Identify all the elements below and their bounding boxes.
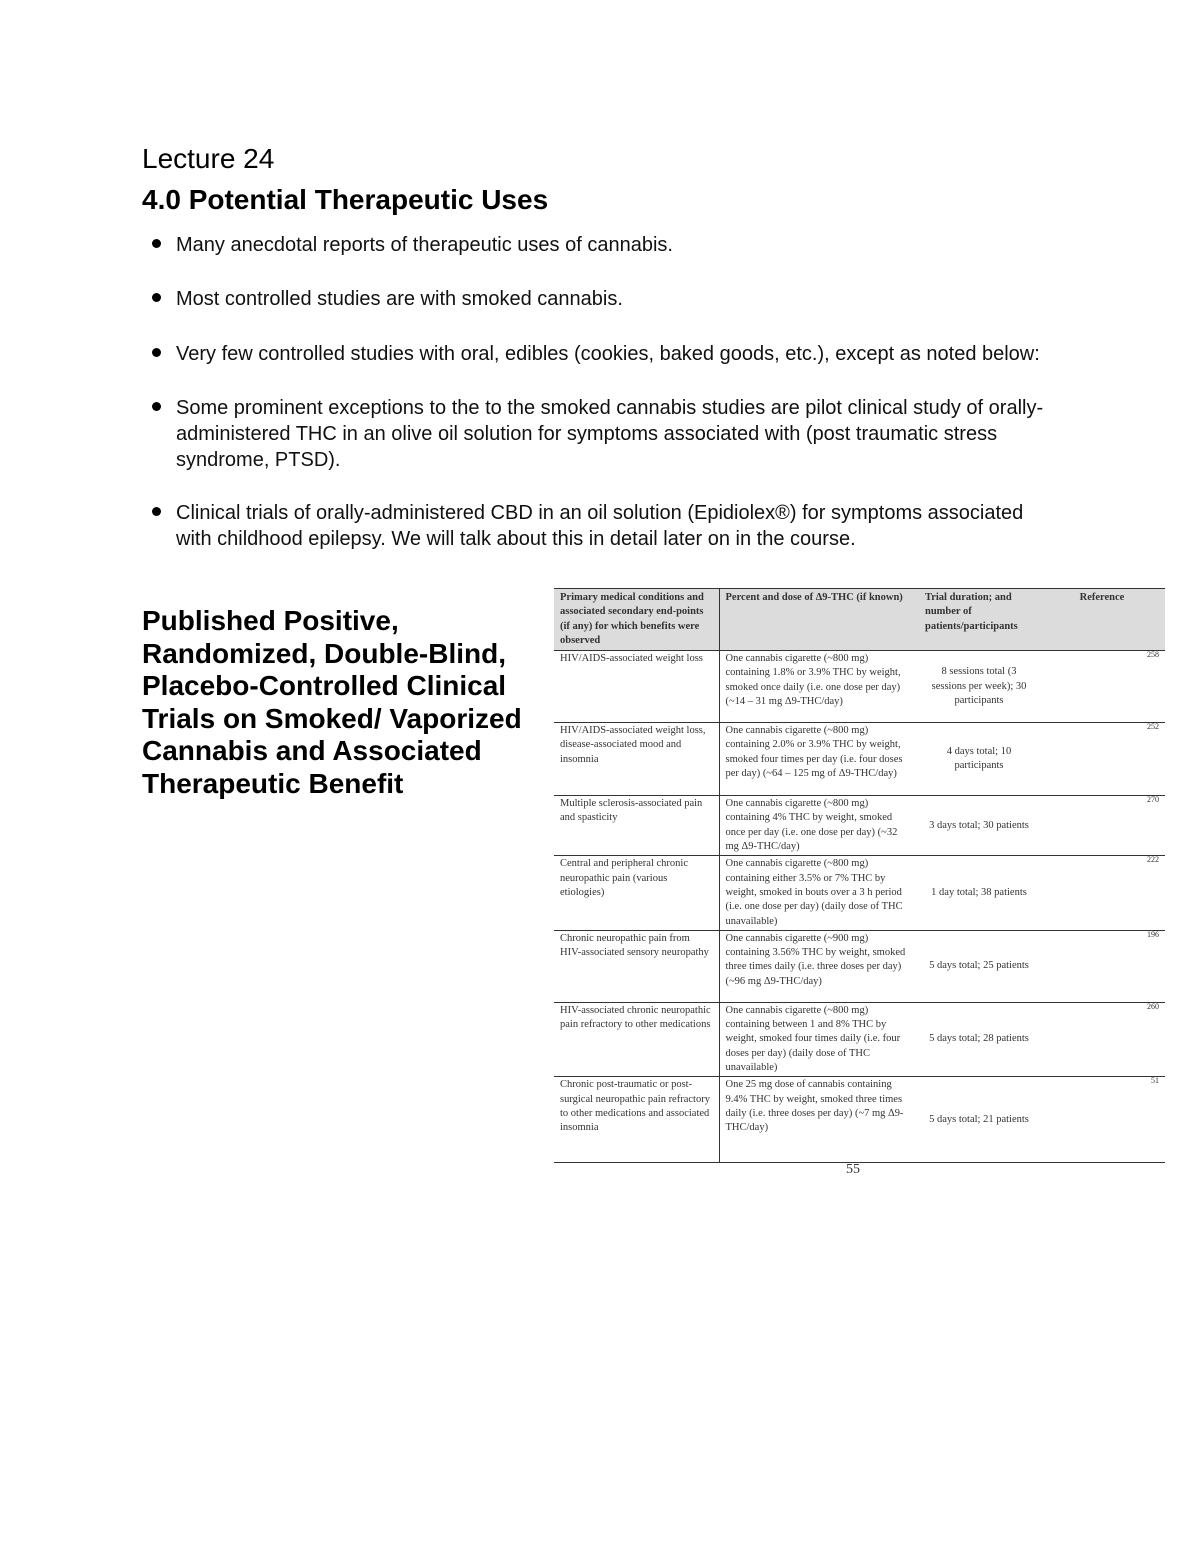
cell-duration: 5 days total; 28 patients [919, 1002, 1039, 1076]
table-row [554, 856, 1165, 930]
bullet-list [150, 232, 1050, 552]
header-condition: Primary medical conditions and associated secondary end-points (if any) for which benefits were observed [554, 589, 719, 651]
bullet-text: Many anecdotal reports of therapeutic uses of cannabis. [176, 234, 673, 256]
cell-condition: HIV/AIDS-associated weight loss [554, 651, 719, 723]
cell-condition: Multiple sclerosis-associated pain and spasticity [554, 796, 719, 856]
header-reference: Reference [1039, 589, 1165, 651]
cell-reference: 51 [1039, 1077, 1165, 1163]
cell-dose: One cannabis cigarette (~900 mg) containing 3.56% THC by weight, smoked three times daily (i.e. three doses per day) (~96 mg Δ9-THC/day) [719, 930, 919, 1002]
bullet-text: Very few controlled studies with oral, edibles (cookies, baked goods, etc.), except as noted below: [176, 343, 1040, 365]
cell-duration: 5 days total; 25 patients [919, 930, 1039, 1002]
header-duration: Trial duration; and number of patients/participants [919, 589, 1039, 651]
bullet-icon [152, 293, 161, 302]
cell-condition: Chronic post-traumatic or post-surgical neuropathic pain refractory to other medications and associated insomnia [554, 1077, 719, 1163]
bullet-item [150, 341, 1050, 367]
cell-dose: One cannabis cigarette (~800 mg) containing either 3.5% or 7% THC by weight, smoked in bouts over a 3 h period (i.e. one dose per day) (daily dose of THC unavailable) [719, 856, 919, 930]
cell-duration: 3 days total; 30 patients [919, 796, 1039, 856]
bullet-icon [152, 348, 161, 357]
cell-duration: 4 days total; 10 participants [919, 723, 1039, 796]
table-header-row [554, 589, 1165, 651]
cell-duration: 1 day total; 38 patients [919, 856, 1039, 930]
cell-reference: 252 [1039, 723, 1165, 796]
trials-table [554, 588, 1165, 1163]
bullet-text: Clinical trials of orally-administered CBD in an oil solution (Epidiolex®) for symptoms associated with childhood epilepsy. We will talk about this in detail later on in the course. [176, 502, 1024, 550]
cell-dose: One cannabis cigarette (~800 mg) containing 2.0% or 3.9% THC by weight, smoked four times per day (i.e. four doses per day) (~64 – 125 mg of Δ9-THC/day) [719, 723, 919, 796]
bullet-icon [152, 402, 161, 411]
trials-heading: Published Positive, Randomized, Double-Blind, Placebo-Controlled Clinical Trials on Smoked/ Vaporized Cannabis and Associated Therapeutic Benefit [142, 605, 522, 799]
table-row [554, 1002, 1165, 1076]
cell-reference: 196 [1039, 930, 1165, 1002]
lecture-label: Lecture 24 [142, 143, 275, 174]
cell-dose: One cannabis cigarette (~800 mg) containing between 1 and 8% THC by weight, smoked four times daily (i.e. four doses per day) (daily dose of THC unavailable) [719, 1002, 919, 1076]
cell-reference: 260 [1039, 1002, 1165, 1076]
cell-duration: 8 sessions total (3 sessions per week); 30 participants [919, 651, 1039, 723]
cell-dose: One cannabis cigarette (~800 mg) containing 1.8% or 3.9% THC by weight, smoked once daily (i.e. one dose per day) (~14 – 31 mg Δ9-THC/day) [719, 651, 919, 723]
cell-condition: HIV-associated chronic neuropathic pain refractory to other medications [554, 1002, 719, 1076]
cell-reference: 222 [1039, 856, 1165, 930]
section-title: 4.0 Potential Therapeutic Uses [142, 184, 549, 215]
cell-condition: Central and peripheral chronic neuropathic pain (various etiologies) [554, 856, 719, 930]
page-number: 55 [846, 1162, 860, 1177]
cell-condition: Chronic neuropathic pain from HIV-associated sensory neuropathy [554, 930, 719, 1002]
table-row [554, 651, 1165, 723]
bullet-item [150, 395, 1050, 473]
table-row [554, 796, 1165, 856]
bullet-item [150, 232, 1050, 258]
header-dose: Percent and dose of Δ9-THC (if known) [719, 589, 919, 651]
table-row [554, 930, 1165, 1002]
bullet-item [150, 286, 1050, 312]
cell-condition: HIV/AIDS-associated weight loss, disease-associated mood and insomnia [554, 723, 719, 796]
bullet-text: Some prominent exceptions to the to the smoked cannabis studies are pilot clinical study of orally-administered THC in an olive oil solution for symptoms associated with (post traumatic stress syndrome, PTSD). [176, 397, 1044, 471]
bullet-text: Most controlled studies are with smoked cannabis. [176, 288, 623, 310]
trials-table-image [554, 588, 1165, 1163]
cell-dose: One 25 mg dose of cannabis containing 9.4% THC by weight, smoked three times daily (i.e. three doses per day) (~7 mg Δ9-THC/day) [719, 1077, 919, 1163]
cell-reference: 270 [1039, 796, 1165, 856]
bullet-item [150, 500, 1050, 552]
table-row [554, 1077, 1165, 1163]
cell-duration: 5 days total; 21 patients [919, 1077, 1039, 1163]
bullet-icon [152, 507, 161, 516]
bullet-icon [152, 239, 161, 248]
cell-dose: One cannabis cigarette (~800 mg) containing 4% THC by weight, smoked once per day (i.e. one dose per day) (~32 mg Δ9-THC/day) [719, 796, 919, 856]
table-row [554, 723, 1165, 796]
cell-reference: 258 [1039, 651, 1165, 723]
